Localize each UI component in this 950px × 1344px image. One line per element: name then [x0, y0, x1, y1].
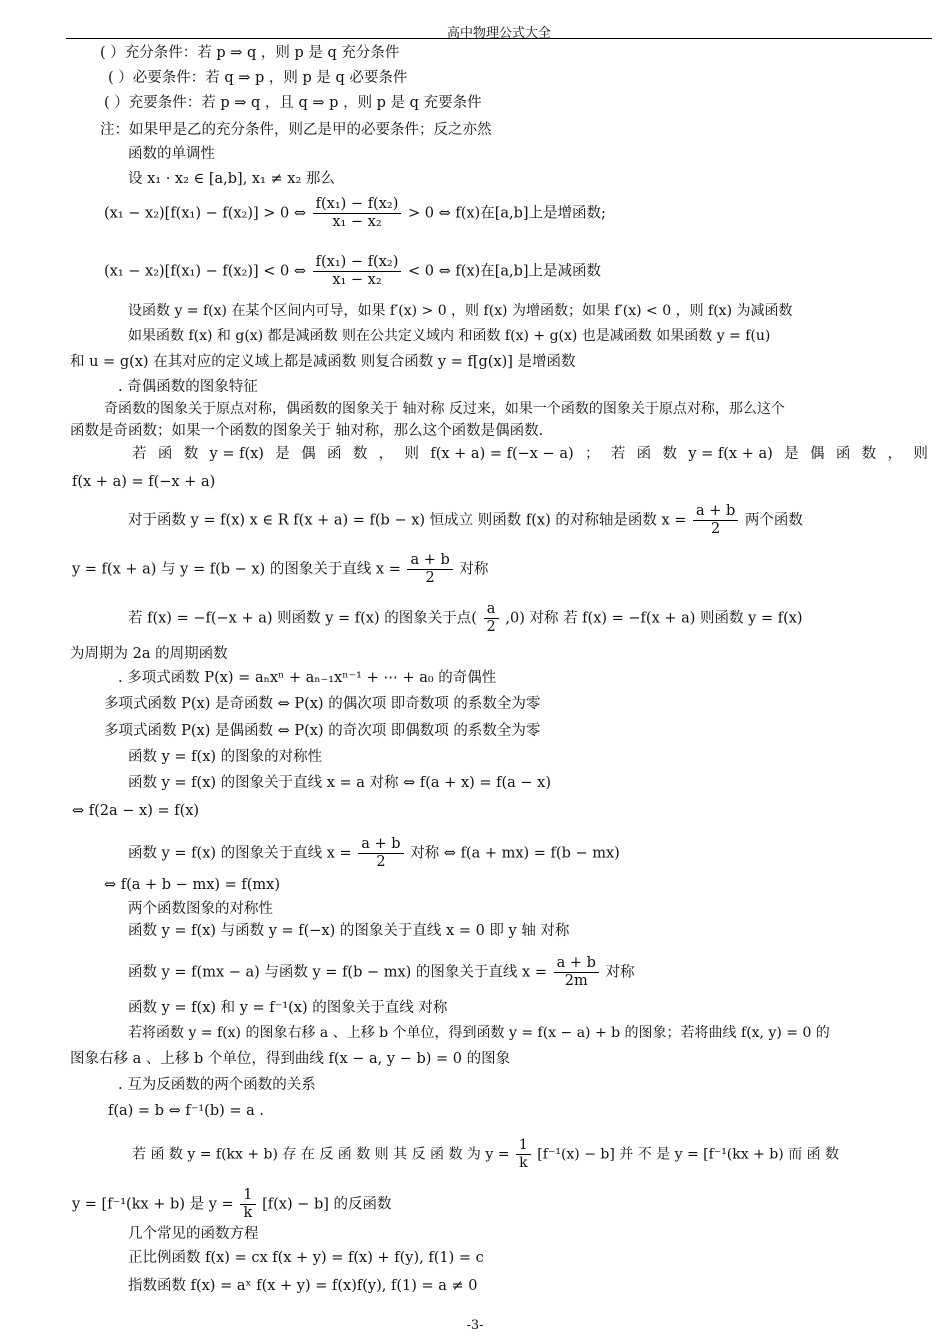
formula-left: y = f(x + a) 与 y = f(b − x) 的图象关于直线 x = [72, 561, 401, 578]
text-line: ( ）充要条件：若 p ⇒ q ，且 q ⇒ p ，则 p 是 q 充要条件 [104, 95, 482, 111]
denominator: 2m [564, 973, 588, 989]
fraction [407, 552, 452, 587]
formula-left: 若 函 数 y = f(kx + b) 存 在 反 函 数 则 其 反 函 数 为 y = [132, 1146, 510, 1163]
text-line: ( ）必要条件：若 q ⇒ p ，则 p 是 q 必要条件 [108, 70, 408, 86]
justified-line [132, 443, 928, 465]
word: 函 [636, 446, 652, 462]
word: 函 [835, 446, 851, 462]
formula-line [72, 1187, 392, 1222]
formula-line [132, 1137, 839, 1172]
formula-left: 函数 y = f(x) 的图象关于直线 x = [128, 845, 352, 862]
denominator: 2 [486, 619, 496, 635]
text-line: 奇函数的图象关于原点对称，偶函数的图象关于 轴对称 反过来，如果一个函数的图象关于原点对称，那么这个 [104, 401, 785, 417]
word: f(x + a) = f(−x − a) [430, 446, 574, 462]
text-line: ( ）充分条件：若 p ⇒ q ，则 p 是 q 充分条件 [100, 45, 400, 61]
numerator: a + b [693, 503, 738, 521]
page-number: -3- [466, 1318, 484, 1333]
formula-right: [f(x) − b] 的反函数 [262, 1196, 392, 1213]
formula-right: [f⁻¹(x) − b] 并 不 是 y = [f⁻¹(kx + b) 而 函 数 [537, 1146, 840, 1163]
word: ， [378, 446, 394, 462]
formula-left: y = [f⁻¹(kx + b) 是 y = [72, 1196, 234, 1213]
text-line: 函数是奇函数；如果一个函数的图象关于 轴对称，那么这个函数是偶函数. [70, 423, 544, 439]
denominator: 2 [425, 570, 435, 586]
fraction [484, 601, 499, 636]
numerator: a + b [407, 552, 452, 570]
word: 则 [404, 446, 420, 462]
fraction [313, 254, 402, 289]
denominator: k [243, 1205, 253, 1221]
section-heading: . 互为反函数的两个函数的关系 [118, 1077, 316, 1093]
formula-right: > 0 ⇔ f(x)在[a,b]上是增函数; [407, 205, 606, 222]
formula-left: 函数 y = f(mx − a) 与函数 y = f(b − mx) 的图象关于直线 x = [128, 964, 547, 981]
formula-right: < 0 ⇔ f(x)在[a,b]上是减函数 [407, 263, 602, 280]
text-line: 注：如果甲是乙的充分条件，则乙是甲的必要条件；反之亦然 [100, 122, 492, 138]
word: 函 [157, 446, 173, 462]
word: 若 [610, 446, 626, 462]
denominator: x₁ − x₂ [332, 272, 382, 288]
fraction [358, 836, 403, 871]
formula-line: 指数函数 f(x) = aˣ f(x + y) = f(x)f(y), f(1) = a ≠ 0 [128, 1278, 478, 1294]
word: 数 [352, 446, 368, 462]
section-heading: . 多项式函数 P(x) = aₙxⁿ + aₙ₋₁xⁿ⁻¹ + ⋯ + a₀ 的奇偶性 [118, 670, 497, 686]
text-line: 多项式函数 P(x) 是偶函数 ⇔ P(x) 的奇次项 即偶数项 的系数全为零 [104, 723, 541, 739]
word: 函 [326, 446, 342, 462]
formula-right: 对称 [605, 964, 635, 981]
text-line: 设 x₁ · x₂ ∈ [a,b], x₁ ≠ x₂ 那么 [128, 171, 335, 187]
section-heading: 两个函数图象的对称性 [128, 901, 273, 917]
denominator: 2 [711, 521, 721, 537]
formula-line [128, 503, 803, 538]
numerator: f(x₁) − f(x₂) [313, 254, 402, 272]
word: 若 [132, 446, 147, 462]
formula-line: f(x + a) = f(−x + a) [72, 474, 216, 490]
formula-line: f(a) = b ⇔ f⁻¹(b) = a . [108, 1103, 265, 1119]
fraction [313, 196, 402, 231]
formula-left: 对于函数 y = f(x) x ∈ R f(x + a) = f(b − x) 恒成立 则函数 f(x) 的对称轴是函数 x = [128, 512, 687, 529]
formula-right: 对称 [459, 561, 489, 578]
text-line: 和 u = g(x) 在其对应的定义域上都是减函数 则复合函数 y = f[g(x)] 是增函数 [70, 354, 576, 370]
header-rule [66, 38, 932, 39]
formula-line: 函数 y = f(x) 的图象关于直线 x = a 对称 ⇔ f(a + x) = f(a − x) [128, 775, 552, 791]
text-line: 如果函数 f(x) 和 g(x) 都是减函数 则在公共定义域内 和函数 f(x) + g(x) 也是减函数 如果函数 y = f(u) [128, 328, 771, 344]
word: ； [584, 446, 600, 462]
formula-line [104, 196, 606, 231]
formula-line: ⇔ f(a + b − mx) = f(mx) [104, 877, 281, 893]
formula-line: 正比例函数 f(x) = cx f(x + y) = f(x) + f(y), f(1) = c [128, 1250, 484, 1266]
word: 偶 [301, 446, 316, 462]
numerator: a + b [358, 836, 403, 854]
formula-line [128, 836, 620, 871]
section-heading: 几个常见的函数方程 [128, 1226, 259, 1242]
section-heading: 函数 y = f(x) 的图象的对称性 [128, 749, 323, 765]
formula-right: 两个函数 [744, 512, 803, 529]
formula-right: 对称 ⇔ f(a + mx) = f(b − mx) [410, 845, 620, 862]
text-line: 若将函数 y = f(x) 的图象右移 a 、上移 b 个单位，得到函数 y = f(x − a) + b 的图象；若将曲线 f(x, y) = 0 的 [128, 1025, 830, 1041]
word: 数 [861, 446, 877, 462]
numerator: a + b [554, 955, 599, 973]
word: 数 [662, 446, 677, 462]
fraction [693, 503, 738, 538]
formula-line: 函数 y = f(x) 和 y = f⁻¹(x) 的图象关于直线 对称 [128, 1000, 448, 1016]
numerator: a [484, 601, 499, 619]
word: ， [887, 446, 902, 462]
formula-line [128, 955, 635, 990]
section-heading: 函数的单调性 [128, 146, 215, 162]
fraction [554, 955, 599, 990]
formula-line [128, 601, 803, 636]
word: 是 [784, 446, 799, 462]
text-line: 为周期为 2a 的周期函数 [70, 646, 228, 662]
word: 是 [275, 446, 290, 462]
page-header: 高中物理公式大全 [446, 26, 551, 41]
word: y = f(x + a) [688, 446, 773, 462]
section-heading: . 奇偶函数的图象特征 [118, 379, 258, 395]
formula-left: (x₁ − x₂)[f(x₁) − f(x₂)] < 0 ⇔ [104, 263, 307, 280]
text-line: 设函数 y = f(x) 在某个区间内可导，如果 f′(x) > 0 ，则 f(x) 为增函数；如果 f′(x) < 0 ，则 f(x) 为减函数 [128, 303, 793, 319]
word: 偶 [809, 446, 825, 462]
formula-left: 若 f(x) = −f(−x + a) 则函数 y = f(x) 的图象关于点( [128, 610, 477, 627]
numerator: 1 [240, 1187, 255, 1205]
fraction [240, 1187, 255, 1222]
formula-right: ,0) 对称 若 f(x) = −f(x + a) 则函数 y = f(x) [505, 610, 803, 627]
formula-line [72, 552, 488, 587]
word: 则 [913, 446, 928, 462]
formula-line [104, 254, 601, 289]
fraction [516, 1137, 531, 1172]
text-line: 多项式函数 P(x) 是奇函数 ⇔ P(x) 的偶次项 即奇数项 的系数全为零 [104, 696, 541, 712]
numerator: 1 [516, 1137, 531, 1155]
word: 数 [183, 446, 199, 462]
formula-left: (x₁ − x₂)[f(x₁) − f(x₂)] > 0 ⇔ [104, 205, 307, 222]
word: y = f(x) [209, 446, 264, 462]
numerator: f(x₁) − f(x₂) [313, 196, 402, 214]
denominator: 2 [376, 854, 386, 870]
formula-line: ⇔ f(2a − x) = f(x) [72, 803, 200, 819]
denominator: x₁ − x₂ [332, 214, 382, 230]
formula-line: 函数 y = f(x) 与函数 y = f(−x) 的图象关于直线 x = 0 即 y 轴 对称 [128, 923, 570, 939]
denominator: k [519, 1155, 528, 1171]
text-line: 图象右移 a 、上移 b 个单位，得到曲线 f(x − a, y − b) = 0 的图象 [70, 1051, 511, 1067]
